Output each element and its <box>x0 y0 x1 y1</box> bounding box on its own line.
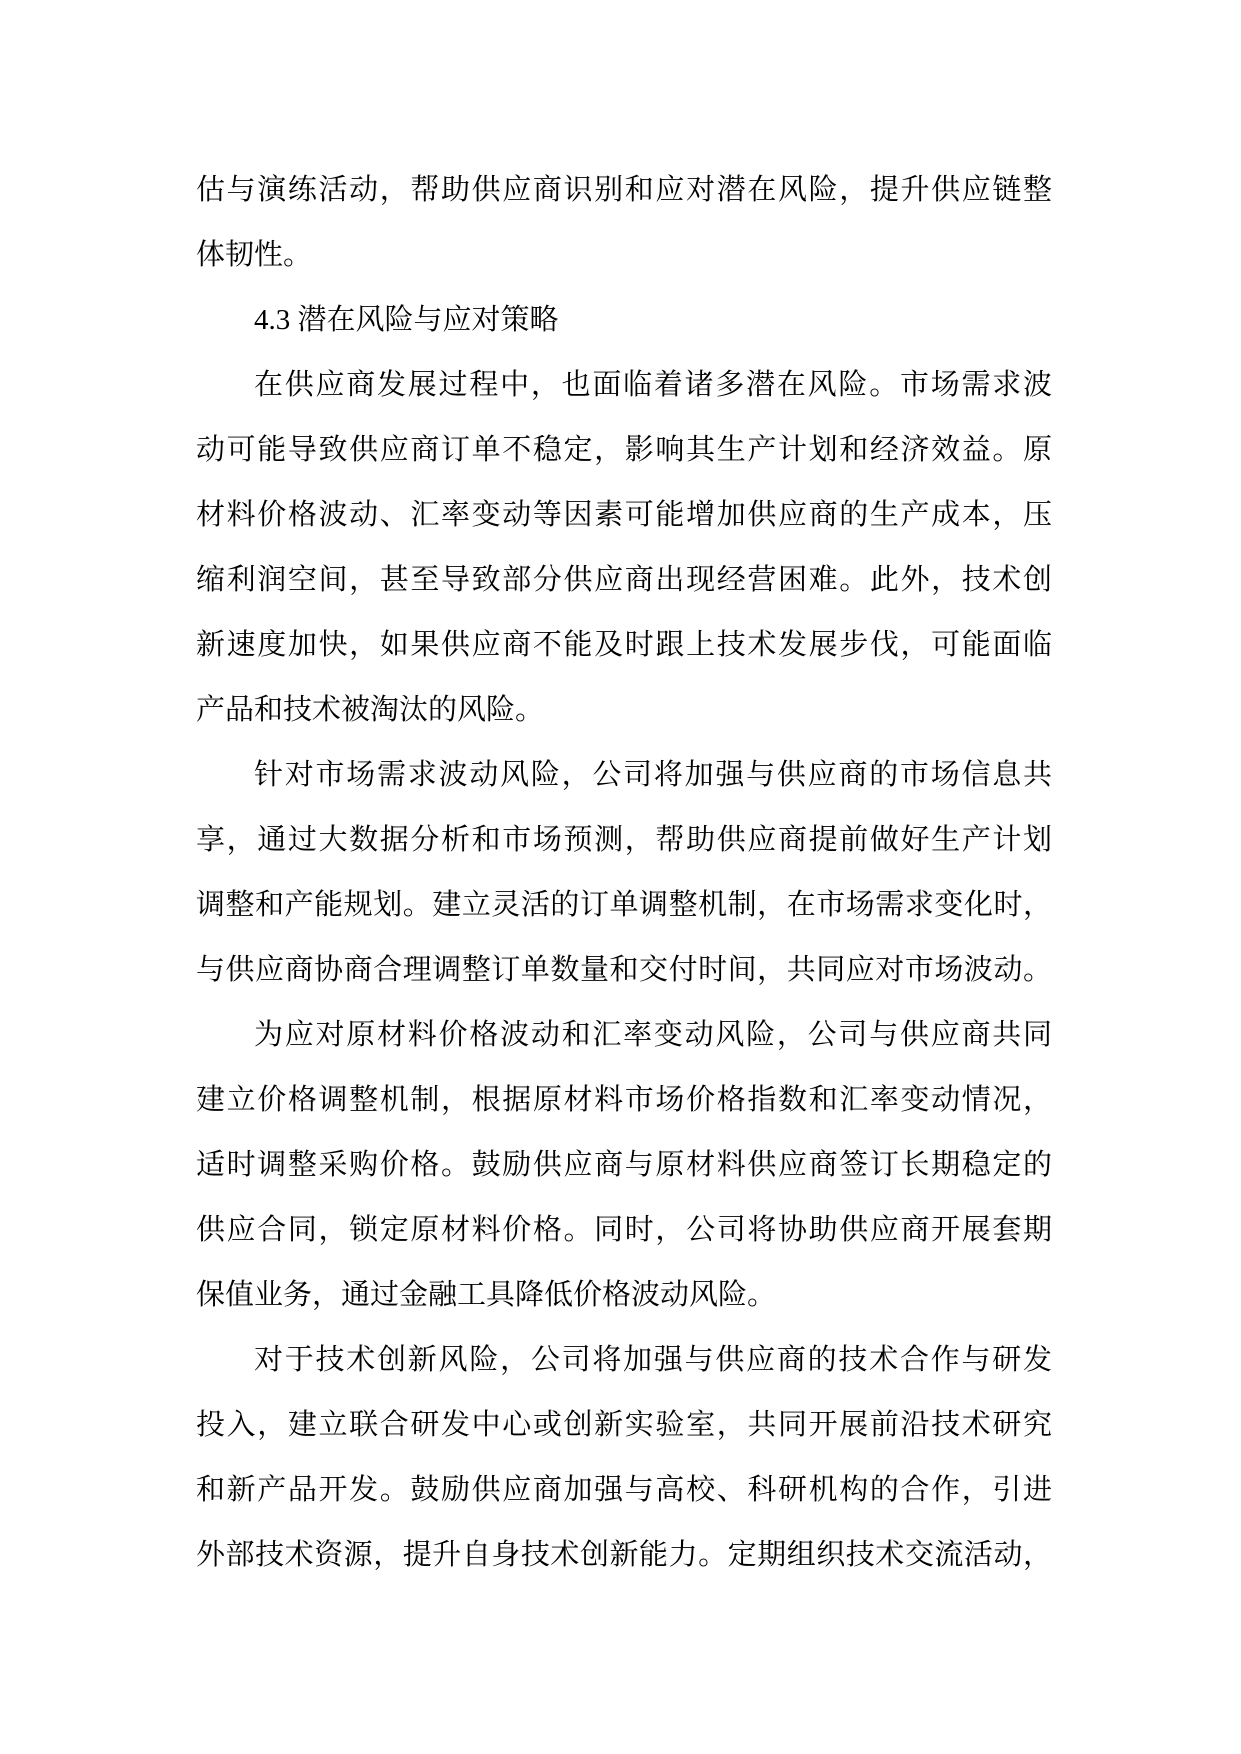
text-line: 供应合同，锁定原材料价格。同时，公司将协助供应商开展套期 <box>196 1214 1052 1246</box>
text-line: 产品和技术被淘汰的风险。 <box>196 694 545 726</box>
text-line: 保值业务，通过金融工具降低价格波动风险。 <box>196 1279 777 1311</box>
text-line: 针对市场需求波动风险，公司将加强与供应商的市场信息共 <box>254 759 1052 791</box>
text-line: 外部技术资源，提升自身技术创新能力。定期组织技术交流活动， <box>196 1539 1052 1571</box>
text-line: 缩利润空间，甚至导致部分供应商出现经营困难。此外，技术创 <box>196 564 1052 596</box>
text-line: 和新产品开发。鼓励供应商加强与高校、科研机构的合作，引进 <box>196 1474 1052 1506</box>
text-line: 在供应商发展过程中，也面临着诸多潜在风险。市场需求波 <box>254 369 1052 401</box>
section-heading: 4.3 潜在风险与应对策略 <box>254 304 559 336</box>
text-line: 材料价格波动、汇率变动等因素可能增加供应商的生产成本，压 <box>196 499 1052 531</box>
text-line: 估与演练活动，帮助供应商识别和应对潜在风险，提升供应链整 <box>196 174 1052 206</box>
text-line: 动可能导致供应商订单不稳定，影响其生产计划和经济效益。原 <box>196 434 1052 466</box>
text-line: 享，通过大数据分析和市场预测，帮助供应商提前做好生产计划 <box>196 824 1052 856</box>
text-line: 投入，建立联合研发中心或创新实验室，共同开展前沿技术研究 <box>196 1409 1052 1441</box>
text-line: 适时调整采购价格。鼓励供应商与原材料供应商签订长期稳定的 <box>196 1149 1052 1181</box>
text-line: 对于技术创新风险，公司将加强与供应商的技术合作与研发 <box>254 1344 1052 1376</box>
document-body <box>196 158 1052 1588</box>
text-line: 调整和产能规划。建立灵活的订单调整机制，在市场需求变化时， <box>196 889 1052 921</box>
text-line: 建立价格调整机制，根据原材料市场价格指数和汇率变动情况， <box>196 1084 1052 1116</box>
text-line: 体韧性。 <box>196 239 313 271</box>
text-line: 为应对原材料价格波动和汇率变动风险，公司与供应商共同 <box>254 1019 1052 1051</box>
text-line: 新速度加快，如果供应商不能及时跟上技术发展步伐，可能面临 <box>196 629 1052 661</box>
text-line: 与供应商协商合理调整订单数量和交付时间，共同应对市场波动。 <box>196 954 1052 986</box>
